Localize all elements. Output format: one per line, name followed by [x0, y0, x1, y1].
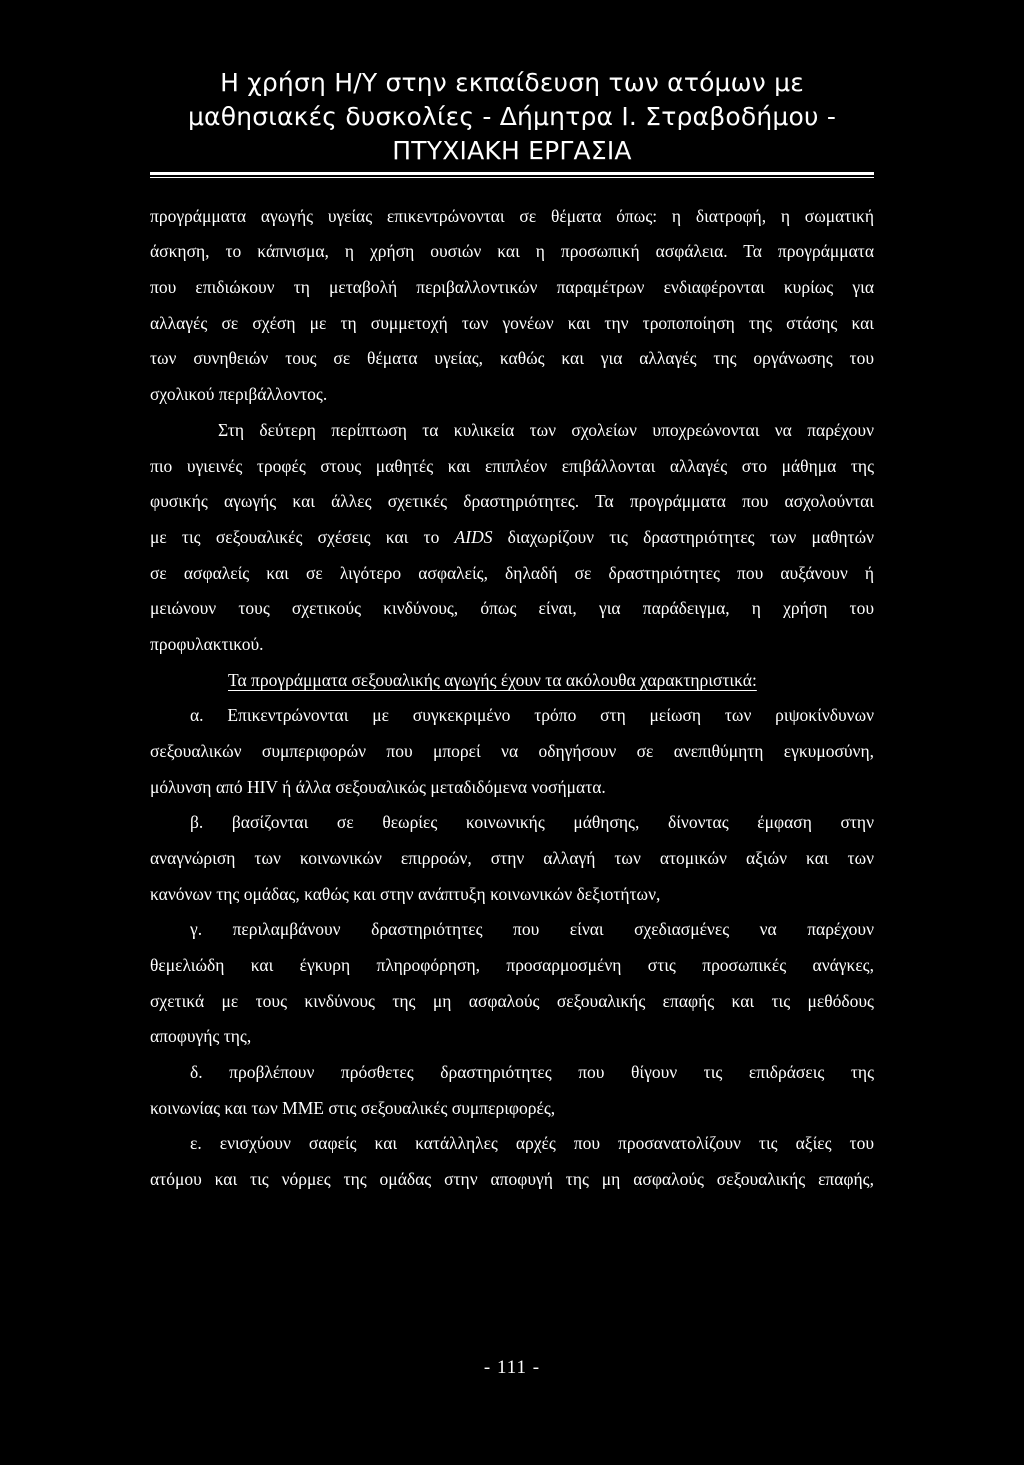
list-item-b-cont: αναγνώριση των κοινωνικών επιρροών, στην αλλαγή των ατομικών αξιών και των	[150, 848, 874, 868]
section-heading	[228, 665, 874, 695]
list-item-c-cont: σχετικά με τους κινδύνους της μη ασφαλούς σεξουαλικής επαφής και τις μεθόδους	[150, 991, 874, 1011]
list-item-e-cont: ατόμου και τις νόρμες της ομάδας στην αποφυγή της μη ασφαλούς σεξουαλικής επαφής,	[150, 1169, 874, 1189]
text-span: με τις σεξουαλικές σχέσεις και το	[150, 527, 440, 547]
list-item-d-cont: κοινωνίας και των ΜΜΕ στις σεξουαλικές συμπεριφορές,	[150, 1098, 556, 1118]
list-item-c-cont: αποφυγής της,	[150, 1026, 252, 1046]
running-header	[150, 66, 874, 168]
list-item-a: α. Επικεντρώνονται με συγκεκριμένο τρόπο στη μείωση των ριψοκίνδυνων	[190, 705, 874, 725]
body-line: προγράμματα αγωγής υγείας επικεντρώνονται σε θέματα όπως: η διατροφή, η σωματική	[150, 206, 874, 226]
body-line: πιο υγιεινές τροφές στους μαθητές και επιπλέον επιβάλλονται αλλαγές στο μάθημα της	[150, 456, 874, 476]
page-number: - 111 -	[483, 1357, 541, 1378]
list-item-e: ε. ενισχύουν σαφείς και κατάλληλες αρχές που προσανατολίζουν τις αξίες του	[190, 1133, 874, 1153]
underlined-heading: Τα προγράμματα σεξουαλικής αγωγής έχουν τα ακόλουθα χαρακτηριστικά:	[228, 670, 757, 690]
text-span: διαχωρίζουν τις δραστηριότητες των μαθητών	[507, 527, 874, 547]
body-line-with-aids	[150, 522, 874, 552]
body-line: που επιδιώκουν τη μεταβολή περιβαλλοντικών παραμέτρων ενδιαφέρονται κυρίως για	[150, 277, 874, 297]
body-line: αλλαγές σε σχέση με τη συμμετοχή των γονέων και την τροποποίηση της στάσης και	[150, 313, 874, 333]
header-line-1: Η χρήση Η/Υ στην εκπαίδευση των ατόμων με	[220, 68, 804, 97]
list-item-b: β. βασίζονται σε θεωρίες κοινωνικής μάθησης, δίνοντας έμφαση στην	[190, 812, 874, 832]
body-line: σε ασφαλείς και σε λιγότερο ασφαλείς, δηλαδή σε δραστηριότητες που αυξάνουν ή	[150, 563, 874, 583]
body-line: φυσικής αγωγής και άλλες σχετικές δραστηριότητες. Τα προγράμματα που ασχολούνται	[150, 491, 874, 511]
header-divider-thick	[150, 172, 874, 175]
list-item-c: γ. περιλαμβάνουν δραστηριότητες που είναι σχεδιασμένες να παρέχουν	[190, 919, 874, 939]
list-item-a-cont: μόλυνση από HIV ή άλλα σεξουαλικώς μεταδιδόμενα νοσήματα.	[150, 777, 606, 797]
header-divider-thin	[150, 177, 874, 178]
list-item-b-cont: κανόνων της ομάδας, καθώς και στην ανάπτυξη κοινωνικών δεξιοτήτων,	[150, 884, 661, 904]
list-item-d: δ. προβλέπουν πρόσθετες δραστηριότητες που θίγουν τις επιδράσεις της	[190, 1062, 874, 1082]
body-line: άσκηση, το κάπνισμα, η χρήση ουσιών και η προσωπική ασφάλεια. Τα προγράμματα	[150, 241, 874, 261]
body-line: των συνηθειών τους σε θέματα υγείας, καθώς και για αλλαγές της οργάνωσης του	[150, 348, 874, 368]
body-line: μειώνουν τους σχετικούς κινδύνους, όπως είναι, για παράδειγμα, η χρήση του	[150, 598, 874, 618]
header-line-3: ΠΤΥΧΙΑΚΗ ΕΡΓΑΣΙΑ	[392, 136, 632, 165]
body-line: προφυλακτικού.	[150, 634, 264, 654]
list-item-c-cont: θεμελιώδη και έγκυρη πληροφόρηση, προσαρμοσμένη στις προσωπικές ανάγκες,	[150, 955, 874, 975]
body-line: σχολικού περιβάλλοντος.	[150, 384, 328, 404]
header-line-2: μαθησιακές δυσκολίες - Δήμητρα Ι. Στραβοδήμου -	[187, 102, 837, 131]
list-item-a-cont: σεξουαλικών συμπεριφορών που μπορεί να οδηγήσουν σε ανεπιθύμητη εγκυμοσύνη,	[150, 741, 874, 761]
aids-italic-term: AIDS	[454, 527, 493, 547]
paragraph-first-line: Στη δεύτερη περίπτωση τα κυλικεία των σχολείων υποχρεώνονται να παρέχουν	[218, 420, 874, 440]
